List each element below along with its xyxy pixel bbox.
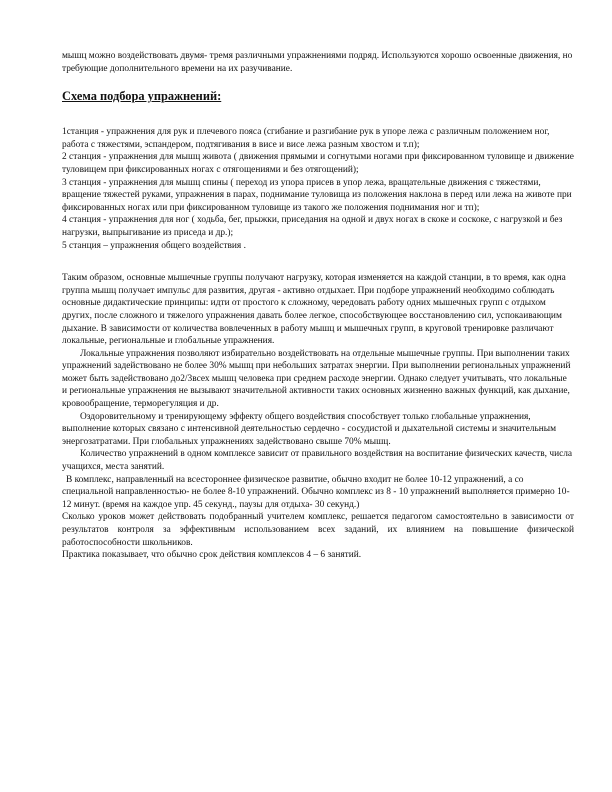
station-item: 3 станция - упражнения для мышц спины ( переход из упора присев в упор лежа, вращательные движения с тяжестями, вращение тяжестей руками, упражнения в парах, поднимание туловища из положения наклона в перед или лежа на животе при фиксированных ногах или при фиксированном туловище из такого же положения поднимания ног и тп); xyxy=(62,177,572,213)
station-item: 4 станция - упражнения для ног ( ходьба, бег, прыжки, приседания на одной и двух ногах в скоке и соскоке, с нагрузкой и без нагрузки, выпрыгивание из приседа и др.); xyxy=(62,215,563,238)
station-item: 5 станция – упражнения общего воздействия . xyxy=(62,240,246,251)
body-paragraph: Количество упражнений в одном комплексе зависит от правильного воздействия на воспитание физических качеств, числа учащихся, места занятий. xyxy=(62,449,573,473)
body-paragraph: В комплекс, направленный на всестороннее физическое развитие, обычно входит не более 10-12 упражнений, а со специальной направленностью- не более 8-10 упражнений. Обычно комплекс из 8 - 10 упражнений выполняется примерно 10-12 минут. (время на каждое упр. 45 секунд., паузы для отдыха- 30 секунд.) xyxy=(62,474,570,510)
intro-paragraph: мышц можно воздействовать двумя- тремя различными упражнениями подряд. Используются хорошо освоенные движения, но требующие дополнительного времени на их разучивание. xyxy=(62,51,573,74)
body-paragraph: Локальные упражнения позволяют избирательно воздействовать на отдельные мышечные группы. При выполнении таких упражнений задействовано не более 30% мышц при небольших затратах энергии. При выполнении региональных упражнений может быть задействовано до2/3всех мышц человека при среднем расходе энергии. Однако следует учитывать, что локальные и региональные упражнения не вызывают значительной активности таких основных жизненно важных функций, как дыхание, кровообращение, терморегуляция и др. xyxy=(62,348,571,410)
body-paragraph: Оздоровительному и тренирующему эффекту общего воздействия способствует только глобальные упражнения, выполнение которых связано с интенсивной деятельностью сердечно - сосудистой и дыхательной системы и значительным энергозатратами. При глобальных упражнениях задействовано свыше 70% мышц. xyxy=(62,411,557,447)
station-item: 1станция - упражнения для рук и плечевого пояса (сгибание и разгибание рук в упоре лежа с различным положением ног, работа с тяжестями, эспандером, подтягивания в висе и висе лежа разным хвостом и т.п); xyxy=(62,127,550,150)
section-heading: Схема подбора упражнений: xyxy=(62,89,222,104)
document-page xyxy=(62,50,574,562)
body-paragraph: Сколько уроков может действовать подобранный учителем комплекс, решается педагогом самостоятельно в зависимости от результатов контроля за эффективным использованием всех заданий, их влиянием на повышение физической работоспособности школьников. xyxy=(62,512,574,548)
stations-list xyxy=(62,126,574,252)
station-item: 2 станция - упражнения для мышц живота ( движения прямыми и согнутыми ногами при фиксированном туловище и движение туловищем при фиксированных ногах с отягощениями и без отягощений); xyxy=(62,152,574,175)
body-paragraph: Таким образом, основные мышечные группы получают нагрузку, которая изменяется на каждой станции, в то время, как одна группа мышц получает импульс для развития, другая - активно отдыхает. При подборе упражнений необходимо соблюдать основные дидактические принципы: идти от простого к сложному, чередовать работу одних мышечных групп с отдыхом других, после сложного и тяжелого упражнения давать более легкое, способствующее восстановлению сил, успокаивающим дыхание. В зависимости от количества вовлеченных в работу мышц и мышечных групп, в круговой тренировке различают локальные, региональные и глобальные упражнения. xyxy=(62,273,566,347)
body-paragraph: Практика показывает, что обычно срок действия комплексов 4 – 6 занятий. xyxy=(62,550,362,561)
